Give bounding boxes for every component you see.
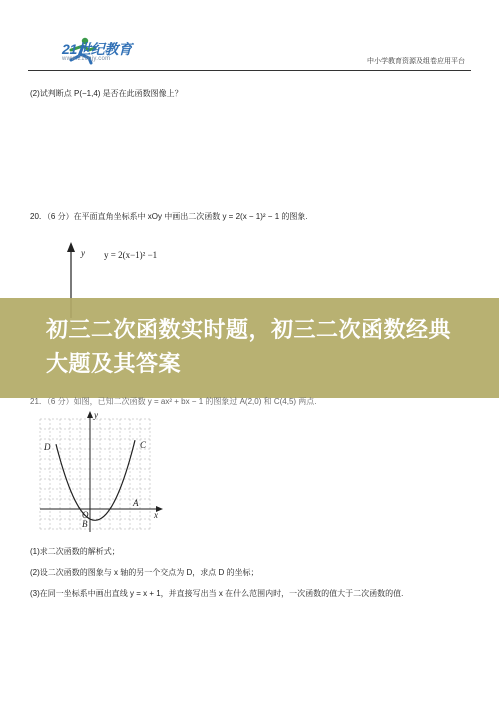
- question-20-stem: 20．（6 分）在平面直角坐标系中 xOy 中画出二次函数 y = 2(x − 1)² − 1 的图象.: [30, 212, 308, 221]
- question-21-part-2: (2)设二次函数的图象与 x 轴的另一个交点为 D，求点 D 的坐标；: [30, 568, 259, 577]
- page-header: [0, 30, 499, 72]
- graph-equation: y = 2(x−1)² −1: [104, 250, 158, 260]
- parabola-curve: [56, 440, 135, 520]
- point-a-label: A: [133, 498, 139, 508]
- logo-text: 21世纪教育: [62, 41, 132, 57]
- title-banner: [0, 298, 499, 398]
- question-21-part-1: (1)求二次函数的解析式；: [30, 547, 120, 556]
- y-axis-label: y: [94, 410, 98, 420]
- question-19-part-2: (2)试判断点 P(−1,4) 是否在此函数图像上？: [30, 89, 183, 98]
- banner-title: 初三二次函数实时题，初三二次函数经典大题及其答案: [46, 318, 452, 377]
- point-b-label: B: [82, 519, 88, 529]
- x-axis-label: x: [154, 510, 158, 520]
- y-axis-arrow-icon: [87, 411, 93, 418]
- y-axis-label: y: [81, 248, 85, 258]
- platform-name: 中小学教育资源及组卷应用平台: [367, 58, 465, 65]
- origin-label: O: [82, 510, 89, 520]
- point-d-label: D: [44, 442, 51, 452]
- grid-lines: [40, 419, 150, 529]
- question-21-graph: [30, 408, 170, 533]
- header-divider: [28, 70, 471, 71]
- point-c-label: C: [140, 440, 147, 450]
- logo-url: www.21cnjy.com: [62, 56, 111, 62]
- y-axis-arrow-icon: [67, 242, 75, 252]
- question-21-stem: 21．（6 分）如图，已知二次函数 y = ax² + bx − 1 的图象过 A(2,0) 和 C(4,5) 两点.: [30, 397, 317, 406]
- question-21-part-3: (3)在同一坐标系中画出直线 y = x + 1，并直接写出当 x 在什么范围内时，一次函数的值大于二次函数的值.: [30, 589, 404, 598]
